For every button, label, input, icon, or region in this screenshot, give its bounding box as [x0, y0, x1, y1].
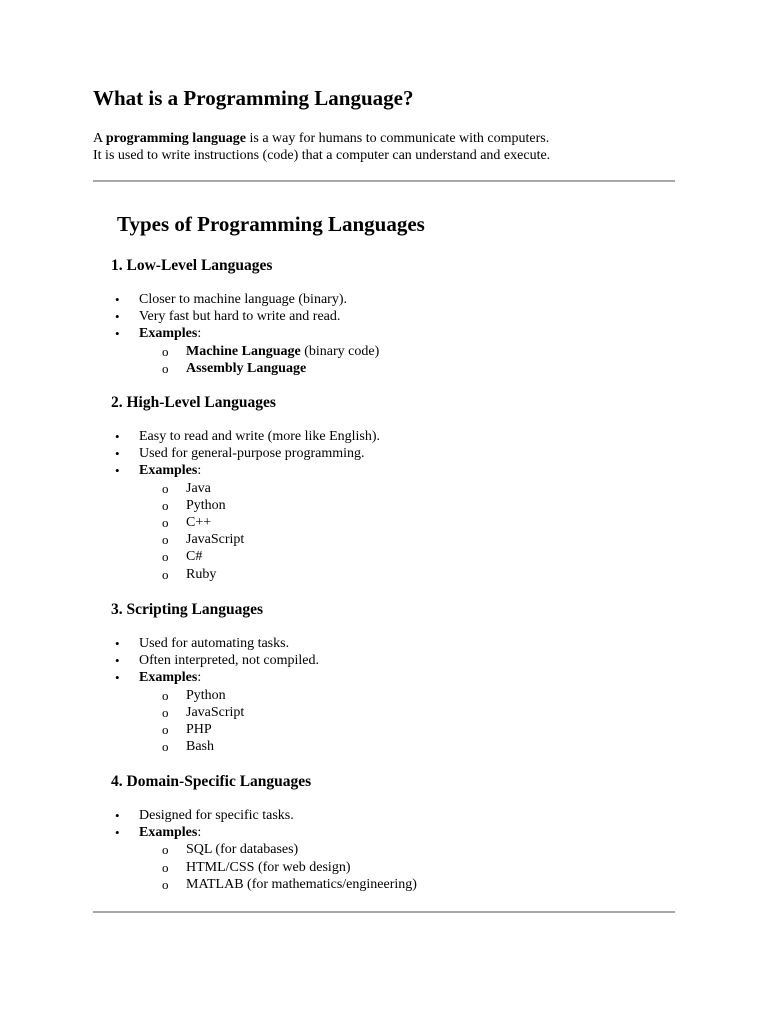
bullet-icon: •: [115, 808, 120, 823]
list-item-text: Closer to machine language (binary).: [139, 292, 347, 307]
list-item: [111, 428, 671, 445]
bullet-icon: •: [115, 670, 120, 686]
section-scripting: [111, 600, 671, 755]
circle-bullet-icon: o: [162, 687, 169, 703]
example-text: MATLAB (for mathematics/engineering): [186, 876, 417, 892]
list-item-text: Easy to read and write (more like English).: [139, 429, 381, 444]
examples-colon: :: [197, 463, 202, 479]
list-item-text: Often interpreted, not compiled.: [139, 653, 319, 669]
intro-line-1-suffix: is a way for humans to communicate with computers.: [245, 131, 550, 146]
list-item: [111, 635, 671, 652]
section-low-level: [111, 256, 671, 377]
list-item-text: Used for automating tasks.: [139, 636, 290, 651]
circle-bullet-icon: o: [162, 360, 169, 376]
example-text: C#: [186, 549, 203, 565]
circle-bullet-icon: o: [162, 722, 169, 738]
circle-bullet-icon: o: [162, 549, 169, 565]
example-text: Bash: [186, 739, 214, 755]
circle-bullet-icon: o: [162, 532, 169, 548]
examples-colon: :: [197, 825, 202, 841]
circle-bullet-icon: o: [162, 343, 169, 359]
bullet-list: [111, 635, 671, 755]
list-item: [111, 445, 671, 462]
examples-item: [111, 669, 671, 755]
types-heading: Types of Programming Languages: [117, 212, 425, 236]
bullet-icon: •: [115, 309, 120, 325]
example-text: (binary code): [300, 343, 380, 359]
example-item: [139, 841, 671, 858]
circle-bullet-icon: o: [162, 515, 169, 531]
examples-list: [139, 687, 671, 756]
intro-term: programming language: [105, 131, 246, 146]
circle-bullet-icon: o: [162, 876, 169, 892]
example-item: [139, 876, 671, 893]
examples-label: Examples: [139, 825, 198, 841]
example-text: PHP: [186, 722, 212, 738]
circle-bullet-icon: o: [162, 704, 169, 720]
examples-list: [139, 480, 671, 583]
list-item-text: Designed for specific tasks.: [139, 808, 294, 823]
example-item: [139, 343, 671, 360]
list-item: [111, 807, 671, 824]
example-item: [139, 497, 671, 514]
example-text: Python: [186, 497, 226, 513]
bullet-list: [111, 428, 671, 583]
example-item: [139, 548, 671, 565]
list-item: [111, 652, 671, 669]
bullet-icon: •: [115, 292, 120, 307]
bullet-icon: •: [115, 825, 120, 841]
examples-item: [111, 462, 671, 582]
example-item: [139, 721, 671, 738]
example-text: C++: [186, 515, 212, 531]
list-item-text: Used for general-purpose programming.: [139, 446, 365, 462]
examples-label: Examples: [139, 463, 198, 479]
divider-top: [93, 180, 675, 182]
section-high-level: [111, 393, 671, 583]
list-item: [111, 291, 671, 308]
list-item: [111, 308, 671, 325]
bullet-icon: •: [115, 429, 120, 444]
example-name: Assembly Language: [186, 360, 307, 376]
bullet-icon: •: [115, 326, 120, 342]
bullet-icon: •: [115, 653, 120, 669]
example-item: [139, 687, 671, 704]
example-text: JavaScript: [186, 704, 245, 720]
circle-bullet-icon: o: [162, 480, 169, 496]
circle-bullet-icon: o: [162, 842, 169, 858]
intro-line-1: [93, 130, 550, 147]
bullet-list: [111, 291, 671, 377]
intro-paragraph: [93, 130, 550, 164]
examples-list: [139, 841, 671, 893]
example-text: Python: [186, 687, 226, 703]
examples-item: [111, 325, 671, 377]
divider-bottom: [93, 911, 675, 913]
bullet-list: [111, 807, 671, 893]
circle-bullet-icon: o: [162, 566, 169, 582]
example-item: [139, 859, 671, 876]
example-item: [139, 704, 671, 721]
example-text: Java: [186, 480, 211, 496]
circle-bullet-icon: o: [162, 497, 169, 513]
section-heading: 4. Domain-Specific Languages: [111, 773, 312, 790]
example-text: SQL (for databases): [186, 842, 299, 858]
page-title: What is a Programming Language?: [93, 86, 414, 110]
circle-bullet-icon: o: [162, 859, 169, 875]
example-text: HTML/CSS (for web design): [186, 859, 351, 875]
examples-colon: :: [197, 326, 202, 342]
example-item: [139, 566, 671, 583]
bullet-icon: •: [115, 636, 120, 651]
intro-line-2: It is used to write instructions (code) that a computer can understand and execute.: [93, 148, 551, 163]
section-heading: 1. Low-Level Languages: [111, 257, 273, 274]
example-item: [139, 531, 671, 548]
example-item: [139, 514, 671, 531]
example-item: [139, 480, 671, 497]
examples-item: [111, 824, 671, 893]
examples-list: [139, 343, 671, 377]
examples-label: Examples: [139, 326, 198, 342]
example-item: [139, 738, 671, 755]
example-name: Machine Language: [186, 343, 301, 359]
example-item: [139, 360, 671, 377]
circle-bullet-icon: o: [162, 739, 169, 755]
examples-colon: :: [197, 670, 202, 686]
section-heading: 2. High-Level Languages: [111, 394, 276, 411]
intro-line-1-prefix: A: [93, 131, 106, 146]
section-heading: 3. Scripting Languages: [111, 601, 264, 618]
bullet-icon: •: [115, 463, 120, 479]
bullet-icon: •: [115, 446, 120, 462]
example-text: Ruby: [186, 566, 217, 582]
list-item-text: Very fast but hard to write and read.: [139, 309, 341, 325]
section-domain-specific: [111, 772, 671, 893]
examples-label: Examples: [139, 670, 198, 686]
example-text: JavaScript: [186, 532, 245, 548]
